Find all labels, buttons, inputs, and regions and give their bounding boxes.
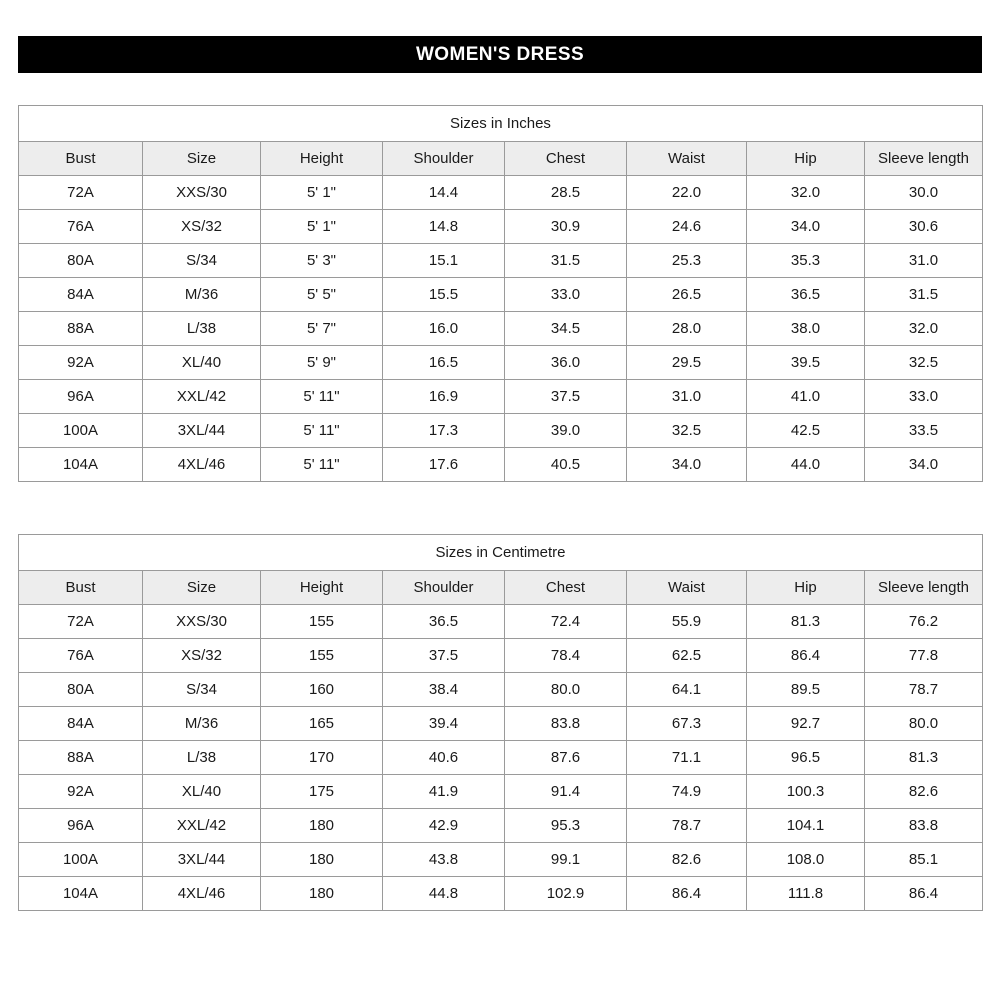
cell-height: 175 — [261, 775, 383, 809]
table-row — [19, 244, 983, 278]
cell-chest: 102.9 — [505, 877, 627, 911]
column-header-height: Height — [261, 571, 383, 605]
cell-hip: 108.0 — [747, 843, 865, 877]
cell-height: 180 — [261, 843, 383, 877]
cell-sleeve-length: 80.0 — [865, 707, 983, 741]
table-caption-inches: Sizes in Inches — [18, 105, 983, 141]
cell-chest: 36.0 — [505, 346, 627, 380]
cell-waist: 34.0 — [627, 448, 747, 482]
cell-height: 170 — [261, 741, 383, 775]
cell-bust: 80A — [19, 673, 143, 707]
table-header-row — [19, 571, 983, 605]
cell-hip: 35.3 — [747, 244, 865, 278]
cell-shoulder: 17.3 — [383, 414, 505, 448]
cell-chest: 30.9 — [505, 210, 627, 244]
table-row — [19, 639, 983, 673]
cell-shoulder: 38.4 — [383, 673, 505, 707]
cell-chest: 39.0 — [505, 414, 627, 448]
cell-hip: 39.5 — [747, 346, 865, 380]
cell-waist: 67.3 — [627, 707, 747, 741]
column-header-bust: Bust — [19, 571, 143, 605]
cell-size: XXS/30 — [143, 176, 261, 210]
cell-size: XXL/42 — [143, 809, 261, 843]
cell-hip: 92.7 — [747, 707, 865, 741]
column-header-chest: Chest — [505, 571, 627, 605]
cell-hip: 41.0 — [747, 380, 865, 414]
cell-shoulder: 16.9 — [383, 380, 505, 414]
column-header-shoulder: Shoulder — [383, 142, 505, 176]
table-caption-centimetre: Sizes in Centimetre — [18, 534, 983, 570]
cell-hip: 89.5 — [747, 673, 865, 707]
cell-bust: 104A — [19, 448, 143, 482]
cell-bust: 92A — [19, 346, 143, 380]
cell-height: 5' 3" — [261, 244, 383, 278]
cell-bust: 72A — [19, 605, 143, 639]
cell-shoulder: 15.5 — [383, 278, 505, 312]
cell-height: 180 — [261, 877, 383, 911]
cell-shoulder: 41.9 — [383, 775, 505, 809]
cell-size: L/38 — [143, 312, 261, 346]
cell-waist: 74.9 — [627, 775, 747, 809]
cell-sleeve-length: 86.4 — [865, 877, 983, 911]
table-row — [19, 673, 983, 707]
cell-bust: 96A — [19, 380, 143, 414]
cell-shoulder: 39.4 — [383, 707, 505, 741]
sizes-in-inches-table — [18, 105, 983, 482]
cell-chest: 78.4 — [505, 639, 627, 673]
table-row — [19, 605, 983, 639]
cell-size: XS/32 — [143, 639, 261, 673]
cell-waist: 22.0 — [627, 176, 747, 210]
column-header-waist: Waist — [627, 571, 747, 605]
cell-shoulder: 14.8 — [383, 210, 505, 244]
cell-height: 5' 11" — [261, 448, 383, 482]
table-row — [19, 707, 983, 741]
column-header-waist: Waist — [627, 142, 747, 176]
column-header-bust: Bust — [19, 142, 143, 176]
cell-height: 5' 1" — [261, 176, 383, 210]
cell-waist: 86.4 — [627, 877, 747, 911]
cell-sleeve-length: 31.5 — [865, 278, 983, 312]
cell-chest: 40.5 — [505, 448, 627, 482]
cell-sleeve-length: 34.0 — [865, 448, 983, 482]
table-row — [19, 380, 983, 414]
cell-chest: 91.4 — [505, 775, 627, 809]
table-row — [19, 176, 983, 210]
cell-shoulder: 14.4 — [383, 176, 505, 210]
cell-chest: 95.3 — [505, 809, 627, 843]
cell-chest: 31.5 — [505, 244, 627, 278]
cell-sleeve-length: 81.3 — [865, 741, 983, 775]
column-header-sleeve-length: Sleeve length — [865, 142, 983, 176]
cell-size: XS/32 — [143, 210, 261, 244]
cell-hip: 32.0 — [747, 176, 865, 210]
cell-chest: 37.5 — [505, 380, 627, 414]
table-row — [19, 877, 983, 911]
cell-sleeve-length: 85.1 — [865, 843, 983, 877]
cell-hip: 34.0 — [747, 210, 865, 244]
cell-size: S/34 — [143, 244, 261, 278]
table-row — [19, 741, 983, 775]
cell-waist: 82.6 — [627, 843, 747, 877]
cell-chest: 99.1 — [505, 843, 627, 877]
cell-chest: 28.5 — [505, 176, 627, 210]
cell-hip: 36.5 — [747, 278, 865, 312]
cell-sleeve-length: 31.0 — [865, 244, 983, 278]
cell-size: 3XL/44 — [143, 414, 261, 448]
cell-bust: 96A — [19, 809, 143, 843]
cell-sleeve-length: 83.8 — [865, 809, 983, 843]
cell-height: 180 — [261, 809, 383, 843]
cell-height: 5' 11" — [261, 380, 383, 414]
cell-shoulder: 42.9 — [383, 809, 505, 843]
cell-height: 5' 11" — [261, 414, 383, 448]
sizes-in-centimetre-table — [18, 534, 983, 911]
cell-height: 155 — [261, 605, 383, 639]
cell-size: 4XL/46 — [143, 877, 261, 911]
cell-size: M/36 — [143, 707, 261, 741]
cell-waist: 55.9 — [627, 605, 747, 639]
cell-hip: 86.4 — [747, 639, 865, 673]
cell-sleeve-length: 33.0 — [865, 380, 983, 414]
table-row — [19, 809, 983, 843]
cell-bust: 84A — [19, 707, 143, 741]
cell-hip: 111.8 — [747, 877, 865, 911]
cell-waist: 24.6 — [627, 210, 747, 244]
column-header-shoulder: Shoulder — [383, 571, 505, 605]
cell-bust: 84A — [19, 278, 143, 312]
cell-chest: 83.8 — [505, 707, 627, 741]
column-header-chest: Chest — [505, 142, 627, 176]
cell-size: 4XL/46 — [143, 448, 261, 482]
table-row — [19, 775, 983, 809]
cell-size: M/36 — [143, 278, 261, 312]
column-header-height: Height — [261, 142, 383, 176]
column-header-sleeve-length: Sleeve length — [865, 571, 983, 605]
cell-height: 5' 9" — [261, 346, 383, 380]
cell-waist: 64.1 — [627, 673, 747, 707]
cell-hip: 81.3 — [747, 605, 865, 639]
cell-shoulder: 37.5 — [383, 639, 505, 673]
column-header-hip: Hip — [747, 571, 865, 605]
cell-waist: 28.0 — [627, 312, 747, 346]
cell-bust: 72A — [19, 176, 143, 210]
cell-bust: 88A — [19, 741, 143, 775]
cell-sleeve-length: 33.5 — [865, 414, 983, 448]
table-row — [19, 210, 983, 244]
cell-size: XXL/42 — [143, 380, 261, 414]
cell-waist: 71.1 — [627, 741, 747, 775]
cell-shoulder: 40.6 — [383, 741, 505, 775]
cell-sleeve-length: 78.7 — [865, 673, 983, 707]
cell-sleeve-length: 32.0 — [865, 312, 983, 346]
cell-shoulder: 16.5 — [383, 346, 505, 380]
cell-hip: 96.5 — [747, 741, 865, 775]
cell-bust: 80A — [19, 244, 143, 278]
cell-bust: 104A — [19, 877, 143, 911]
cell-waist: 32.5 — [627, 414, 747, 448]
cell-waist: 78.7 — [627, 809, 747, 843]
cell-sleeve-length: 82.6 — [865, 775, 983, 809]
cell-bust: 88A — [19, 312, 143, 346]
cell-sleeve-length: 30.0 — [865, 176, 983, 210]
cell-shoulder: 36.5 — [383, 605, 505, 639]
column-header-size: Size — [143, 571, 261, 605]
cell-chest: 87.6 — [505, 741, 627, 775]
page-title: WOMEN'S DRESS — [18, 36, 982, 73]
cell-height: 5' 5" — [261, 278, 383, 312]
cell-hip: 44.0 — [747, 448, 865, 482]
cell-hip: 42.5 — [747, 414, 865, 448]
cell-shoulder: 44.8 — [383, 877, 505, 911]
cell-height: 5' 7" — [261, 312, 383, 346]
cell-chest: 72.4 — [505, 605, 627, 639]
table-row — [19, 278, 983, 312]
cell-waist: 25.3 — [627, 244, 747, 278]
cell-chest: 80.0 — [505, 673, 627, 707]
cell-hip: 100.3 — [747, 775, 865, 809]
cell-shoulder: 43.8 — [383, 843, 505, 877]
cell-height: 160 — [261, 673, 383, 707]
table-row — [19, 843, 983, 877]
cell-waist: 62.5 — [627, 639, 747, 673]
cell-bust: 92A — [19, 775, 143, 809]
cell-bust: 76A — [19, 210, 143, 244]
cell-bust: 76A — [19, 639, 143, 673]
cell-shoulder: 17.6 — [383, 448, 505, 482]
table-row — [19, 414, 983, 448]
column-header-size: Size — [143, 142, 261, 176]
cell-bust: 100A — [19, 843, 143, 877]
cell-sleeve-length: 32.5 — [865, 346, 983, 380]
cell-sleeve-length: 30.6 — [865, 210, 983, 244]
cell-chest: 33.0 — [505, 278, 627, 312]
cell-height: 165 — [261, 707, 383, 741]
cell-height: 5' 1" — [261, 210, 383, 244]
cell-size: XXS/30 — [143, 605, 261, 639]
cell-hip: 38.0 — [747, 312, 865, 346]
cell-size: 3XL/44 — [143, 843, 261, 877]
cell-size: S/34 — [143, 673, 261, 707]
table-row — [19, 448, 983, 482]
table-row — [19, 312, 983, 346]
cell-bust: 100A — [19, 414, 143, 448]
cell-shoulder: 15.1 — [383, 244, 505, 278]
cell-chest: 34.5 — [505, 312, 627, 346]
cell-size: XL/40 — [143, 346, 261, 380]
cell-waist: 26.5 — [627, 278, 747, 312]
cell-waist: 31.0 — [627, 380, 747, 414]
cell-size: XL/40 — [143, 775, 261, 809]
cell-sleeve-length: 77.8 — [865, 639, 983, 673]
table-row — [19, 346, 983, 380]
cell-height: 155 — [261, 639, 383, 673]
cell-size: L/38 — [143, 741, 261, 775]
column-header-hip: Hip — [747, 142, 865, 176]
cell-waist: 29.5 — [627, 346, 747, 380]
table-header-row — [19, 142, 983, 176]
cell-sleeve-length: 76.2 — [865, 605, 983, 639]
cell-shoulder: 16.0 — [383, 312, 505, 346]
cell-hip: 104.1 — [747, 809, 865, 843]
